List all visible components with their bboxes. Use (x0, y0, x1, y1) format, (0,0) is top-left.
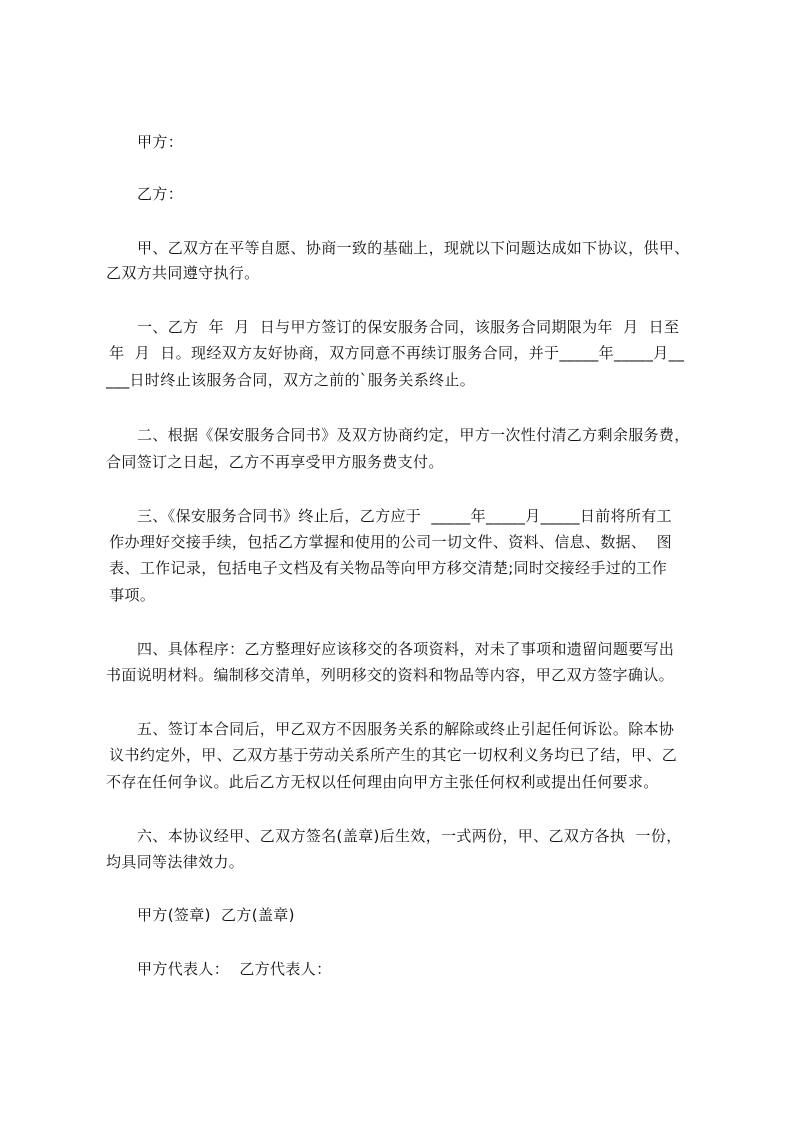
intro-line: 乙双方共同遵守执行。 (106, 264, 260, 282)
clause-1-line: ___日时终止该服务合同，双方之前的`服务关系终止。 (106, 371, 476, 389)
clause-4-line: 四、具体程序：乙方整理好应该移交的各项资料，对未了事项和遗留问题要写出 (137, 640, 675, 658)
clause-4-line: 书面说明材料。编制移交清单，列明移交的资料和物品等内容，甲乙双方签字确认。 (106, 666, 674, 684)
clause-6-line: 均具同等法律效力。 (106, 853, 245, 871)
party-b-label: 乙方： (137, 185, 184, 203)
clause-5-line: 不存在任何争议。此后乙方无权以任何理由向甲方主张任何权利或提出任何要求。 (106, 773, 659, 791)
clause-2-line: 二、根据《保安服务合同书》及双方协商约定，甲方一次性付清乙方剩余服务费， (137, 426, 690, 444)
clause-3-line: 三、《保安服务合同书》终止后，乙方应于 _____年_____月_____日前将所有工 (137, 507, 672, 525)
signature-line: 甲方(签章) 乙方(盖章) (137, 906, 295, 924)
intro-line: 甲、乙双方在平等自愿、协商一致的基础上，现就以下问题达成如下协议，供甲、 (137, 239, 690, 257)
clause-5-line: 五、签订本合同后，甲乙双方不因服务关系的解除或终止引起任何诉讼。除本协 (137, 720, 675, 738)
party-a-label: 甲方： (137, 133, 184, 151)
representative-line: 甲方代表人： 乙方代表人： (137, 960, 332, 978)
clause-3-line: 作办理好交接手续，包括乙方掌握和使用的公司一切文件、资料、信息、数据、 图 (104, 533, 672, 551)
clause-3-line: 事项。 (104, 586, 156, 604)
clause-1-line: 一、乙方 年 月 日与甲方签订的保安服务合同，该服务合同期限为年 月 日至 (137, 318, 680, 336)
clause-2-line: 合同签订之日起，乙方不再享受甲方服务费支付。 (106, 453, 444, 471)
clause-6-line: 六、本协议经甲、乙双方签名(盖章)后生效，一式两份，甲、乙双方各执 一份， (137, 827, 682, 845)
clause-3-line: 表、工作记录，包括电子文档及有关物品等向甲方移交清楚;同时交接经手过的工作 (104, 559, 668, 577)
clause-5-line: 议书约定外，甲、乙双方基于劳动关系所产生的其它一切权利义务均已了结，甲、乙 (104, 746, 678, 764)
clause-1-line: 年 月 日。现经双方友好协商，双方同意不再续订服务合同，并于_____年_____月__ (104, 344, 685, 362)
